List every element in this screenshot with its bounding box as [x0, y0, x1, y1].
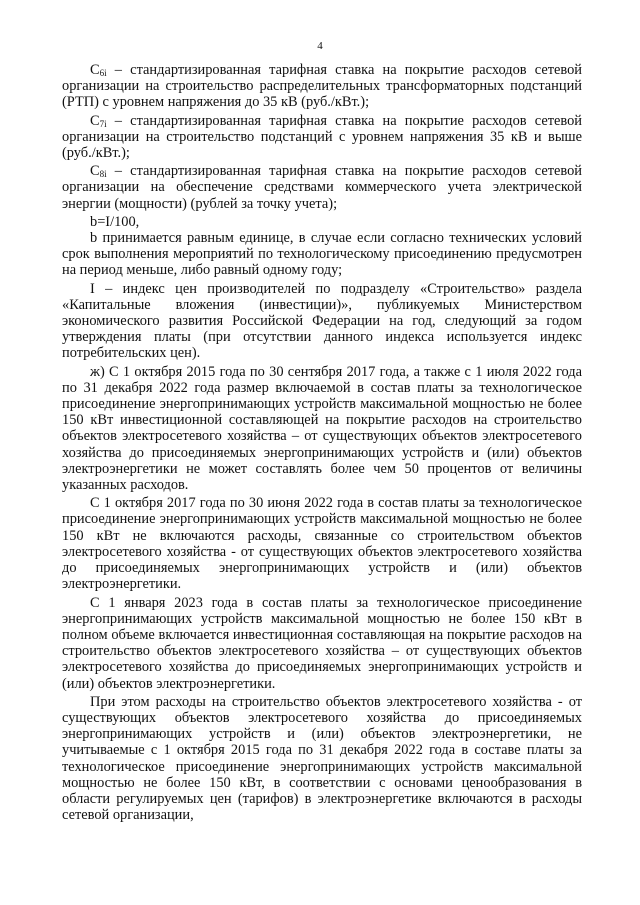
paragraph-2023: С 1 января 2023 года в состав платы за технологическое присоединение энергопринимающих устройств максимальной мощностью не более 150 кВт в полном объеме включается инвестиционная составляющая на покрытие расходов на строительство объектов электросетевого хозяйства – от существующих объектов электросетевого хозяйства до присоединяемых энергопринимающих устройств и (или) объектов электроэнергетики. — [62, 594, 582, 692]
paragraph-text: – стандартизированная тарифная ставка на покрытие расходов сетевой организации на строительство подстанций с уровнем напряжения 35 кВ и выше (руб./кВт.); — [62, 112, 582, 162]
paragraph-c7-definition — [62, 113, 582, 162]
symbol-c: C — [90, 163, 100, 180]
symbol-subscript: 7i — [99, 118, 107, 129]
paragraph-text: – стандартизированная тарифная ставка на покрытие расходов сетевой организации на обеспечение средствами коммерческого учета электрической энергии (мощности) (рублей за точку учета); — [62, 163, 582, 212]
paragraph-c8-definition — [62, 163, 582, 212]
page-number: 4 — [317, 40, 323, 52]
symbol-subscript: 8i — [99, 169, 107, 180]
symbol-subscript: 6i — [99, 68, 107, 78]
paragraph-text: – стандартизированная тарифная ставка на покрытие расходов сетевой организации на строительство распределительных трансформаторных подстанций (РТП) с уровнем напряжения до 35 кВ (руб./кВт.); — [62, 62, 582, 111]
paragraph-expenses: При этом расходы на строительство объектов электросетевого хозяйства - от существующих объектов электросетевого хозяйства до присоединяемых энергопринимающих устройств и (или) объектов электроэнергетики, не учитываемые с 1 октября 2015 года по 31 декабря 2022 года в составе платы за технологическое присоединение энергопринимающих устройств максимальной мощностью не более 150 кВт, в соответствии с основами ценообразования в области регулируемых цен (тарифов) в электроэнергетике включаются в расходы сетевой организации, — [62, 693, 582, 824]
paragraph-b-formula: b=I/100, — [90, 213, 140, 230]
paragraph-i-definition: I – индекс цен производителей по подразделу «Строительство» раздела «Капитальные вложения (инвестиции)», публикуемых Министерством экономического развития Российской Федерации на год, следующий за годом утверждения платы (при отсутствии данного индекса используется индекс потребительских цен). — [62, 280, 582, 362]
paragraph-c6-definition — [62, 62, 582, 111]
symbol-c: C — [90, 112, 100, 129]
paragraph-b-definition: b принимается равным единице, в случае если согласно технических условий срок выполнения мероприятий по технологическому присоединению предусмотрен на период меньше, либо равный одному году; — [62, 230, 582, 279]
symbol-c: C — [90, 62, 100, 78]
paragraph-clause-zh: ж) С 1 октября 2015 года по 30 сентября 2017 года, а также с 1 июля 2022 года по 31 декабря 2022 года размер включаемой в состав платы за технологическое присоединение энергопринимающих устройств максимальной мощностью не более 150 кВт инвестиционной составляющей на покрытие расходов на строительство объектов электросетевого хозяйства – от существующих объектов электросетевого хозяйства до присоединяемых энергопринимающих устройств и (или) объектов электроэнергетики не может составлять более чем 50 процентов от величины указанных расходов. — [62, 363, 582, 494]
document-body — [62, 62, 582, 825]
paragraph-2017-2022: С 1 октября 2017 года по 30 июня 2022 года в состав платы за технологическое присоединение энергопринимающих устройств максимальной мощностью не более 150 кВт не включаются расходы, связанные со строительством объектов электросетевого хозяйства - от существующих объектов электросетевого хозяйства до присоединяемых энергопринимающих устройств и (или) объектов электроэнергетики. — [62, 495, 582, 593]
